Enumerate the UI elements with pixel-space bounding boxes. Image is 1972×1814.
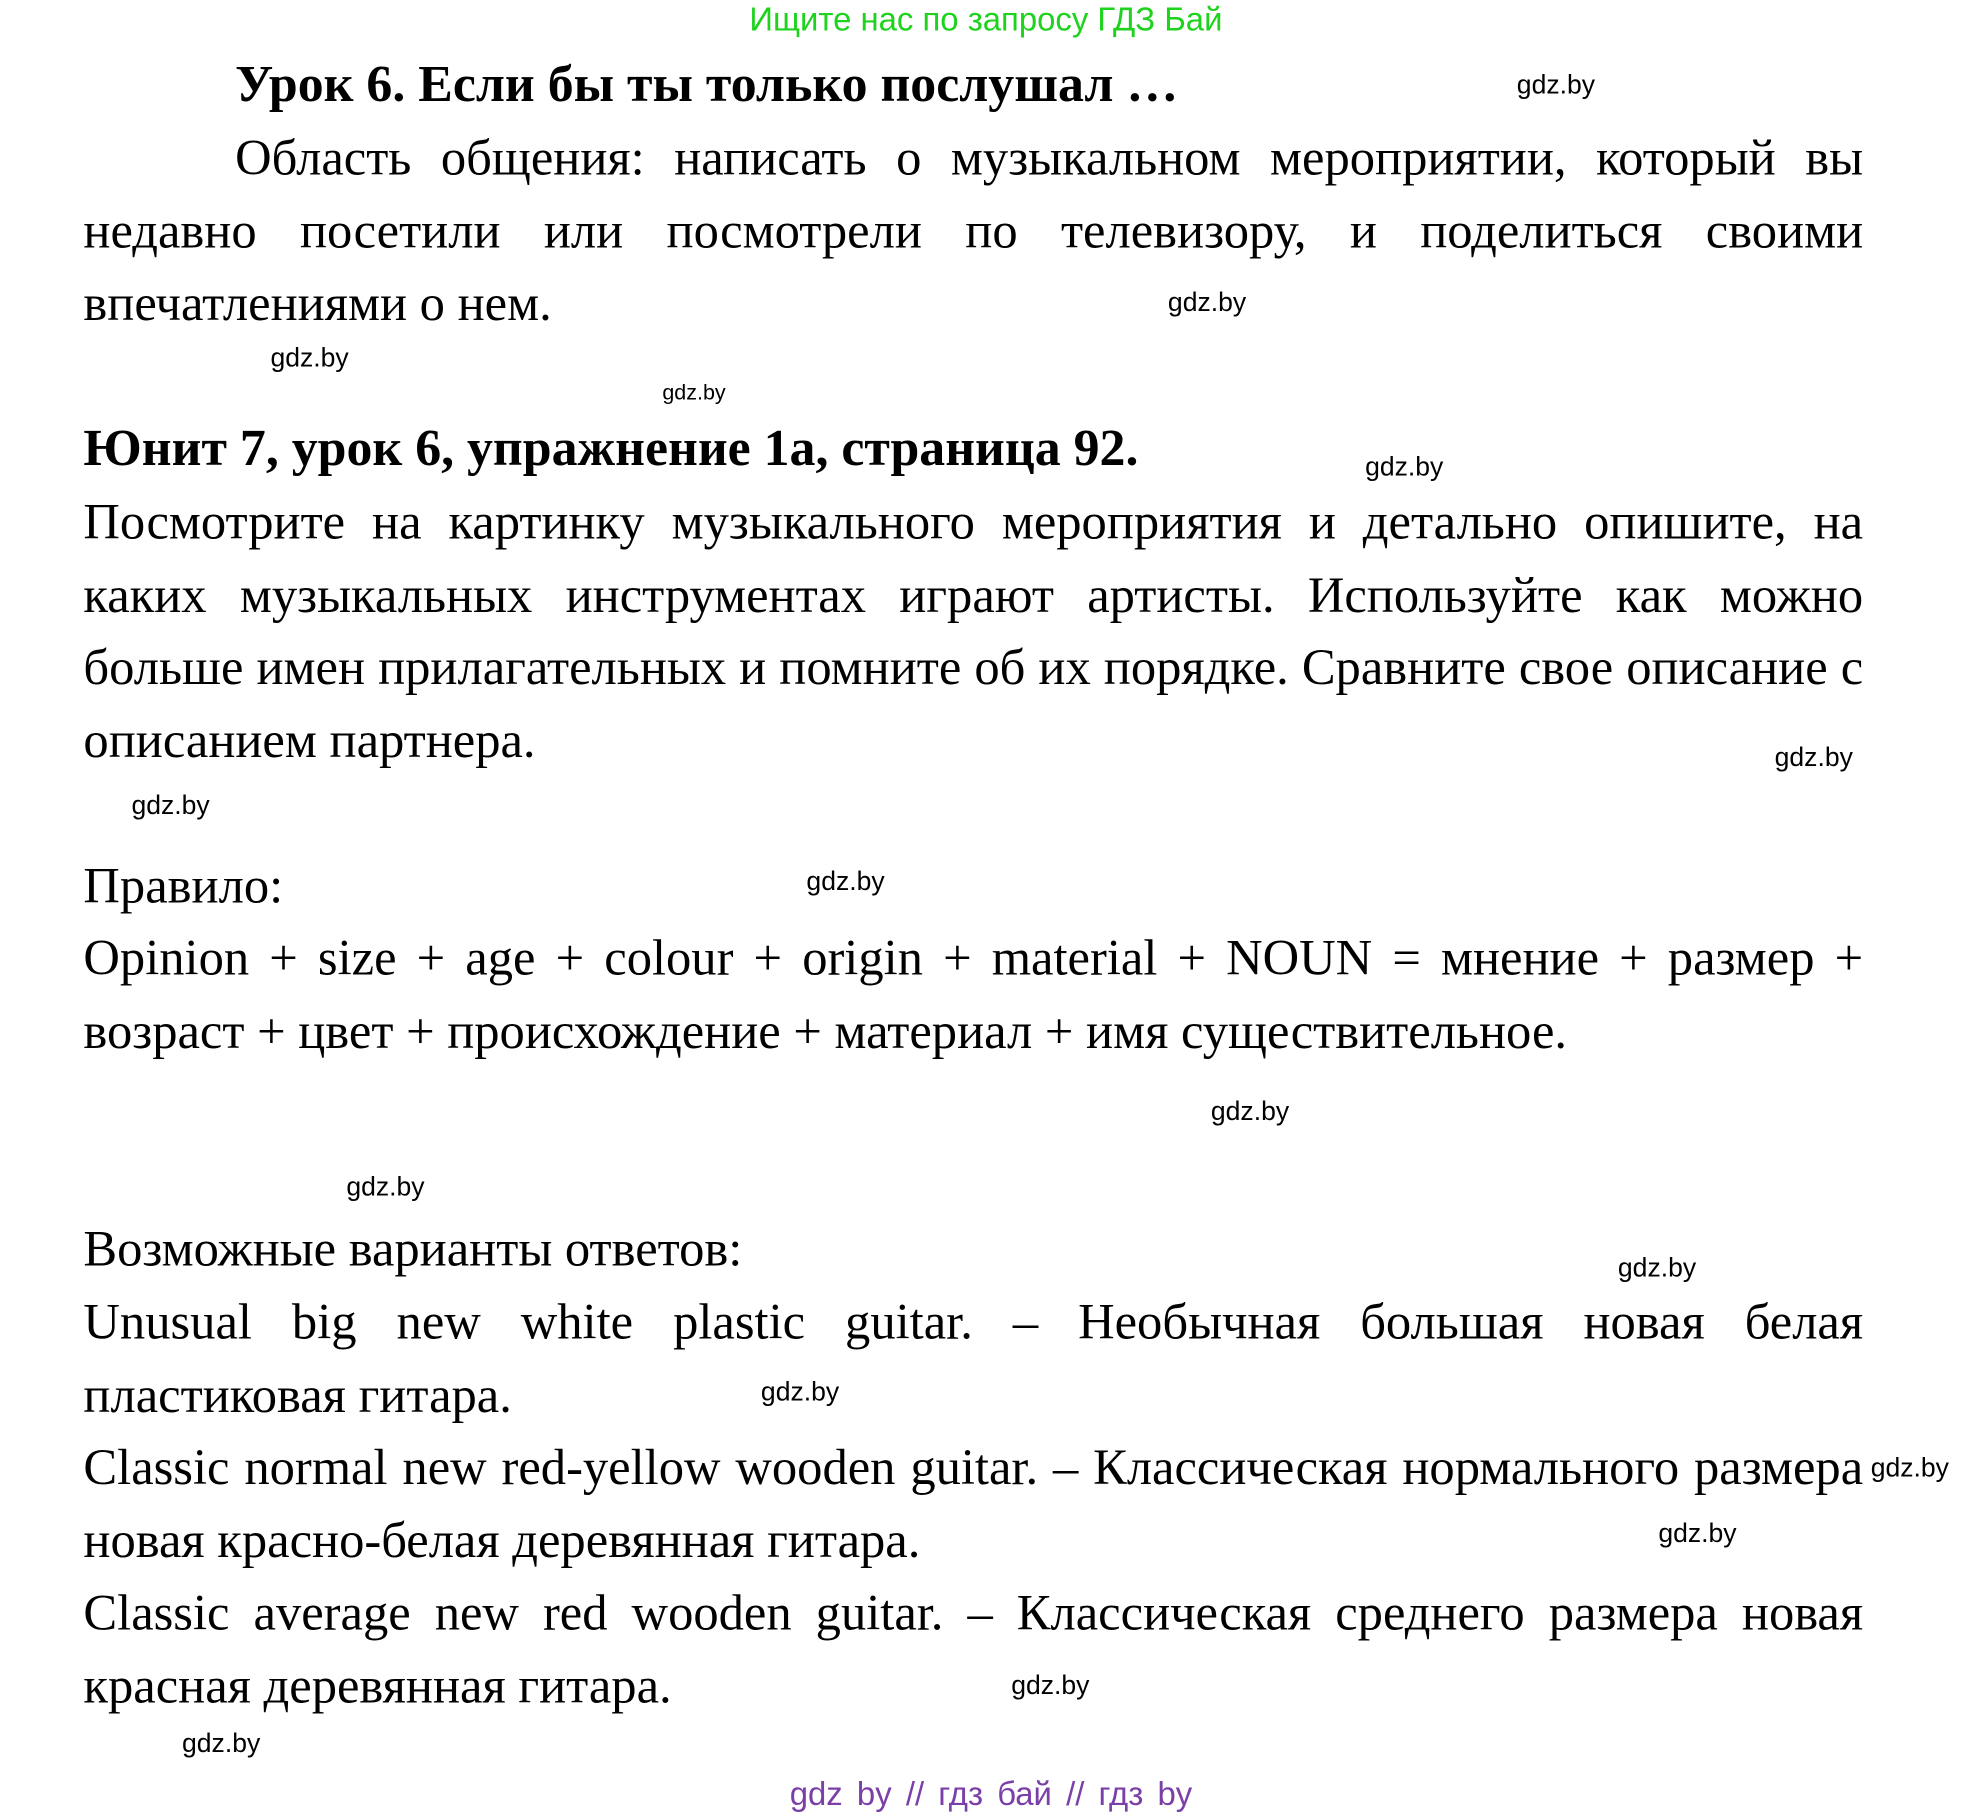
watermark: gdz.by	[1617, 1253, 1697, 1283]
watermark: gdz.by	[760, 1377, 840, 1407]
watermark: gdz.by	[182, 1729, 261, 1759]
watermark: gdz.by	[1870, 1453, 1949, 1483]
watermark: gdz.by	[1210, 1097, 1290, 1127]
exercise-title: Юнит 7, урок 6, упражнение 1а, страница 92.	[83, 418, 1139, 477]
lesson-title: Урок 6. Если бы ты только послушал …	[235, 54, 1179, 113]
watermark: gdz.by	[346, 1172, 425, 1203]
watermark: gdz.by	[1011, 1671, 1090, 1701]
header-banner[interactable]: Ищите нас по запросу ГДЗ Бай	[749, 0, 1223, 38]
lesson-description: Область общения: написать о музыкальном мероприятии, который вы недавно посетили или посмотрели по телевизору, и поделиться своими впечатлениями о нем.	[83, 128, 1864, 332]
watermark: gdz.by	[270, 343, 349, 373]
footer-links[interactable]: gdz by // гдз бай // гдз by	[789, 1774, 1193, 1813]
answer-1: Unusual big new white plastic guitar. – Необычная большая новая белая пластиковая гитара.	[83, 1293, 1864, 1423]
rule-text: Opinion + size + age + colour + origin + material + NOUN = мнение + размер + возраст + цвет + происхождение + материал + имя существительное.	[83, 929, 1864, 1059]
watermark: gdz.by	[806, 867, 885, 897]
answer-2: Classic normal new red-yellow wooden guitar. – Классическая нормального размера новая красно-белая деревянная гитара.	[83, 1438, 1864, 1568]
watermark: gdz.by	[662, 380, 726, 405]
watermark: gdz.by	[1774, 743, 1853, 773]
rule-label: Правило:	[83, 856, 284, 914]
watermark: gdz.by	[1516, 70, 1596, 100]
answer-3: Classic average new red wooden guitar. – Классическая среднего размера новая красная деревянная гитара.	[83, 1583, 1864, 1714]
watermark: gdz.by	[1167, 288, 1247, 318]
answers-label: Возможные варианты ответов:	[83, 1219, 743, 1277]
watermark: gdz.by	[1658, 1519, 1737, 1549]
exercise-task: Посмотрите на картинку музыкального мероприятия и детально опишите, на каких музыкальных инструментах играют артисты. Используйте как можно больше имен прилагательных и помните об их порядке. Сравните свое описание с описанием партнера.	[83, 492, 1864, 768]
watermark: gdz.by	[1365, 452, 1444, 482]
watermark: gdz.by	[131, 791, 210, 821]
